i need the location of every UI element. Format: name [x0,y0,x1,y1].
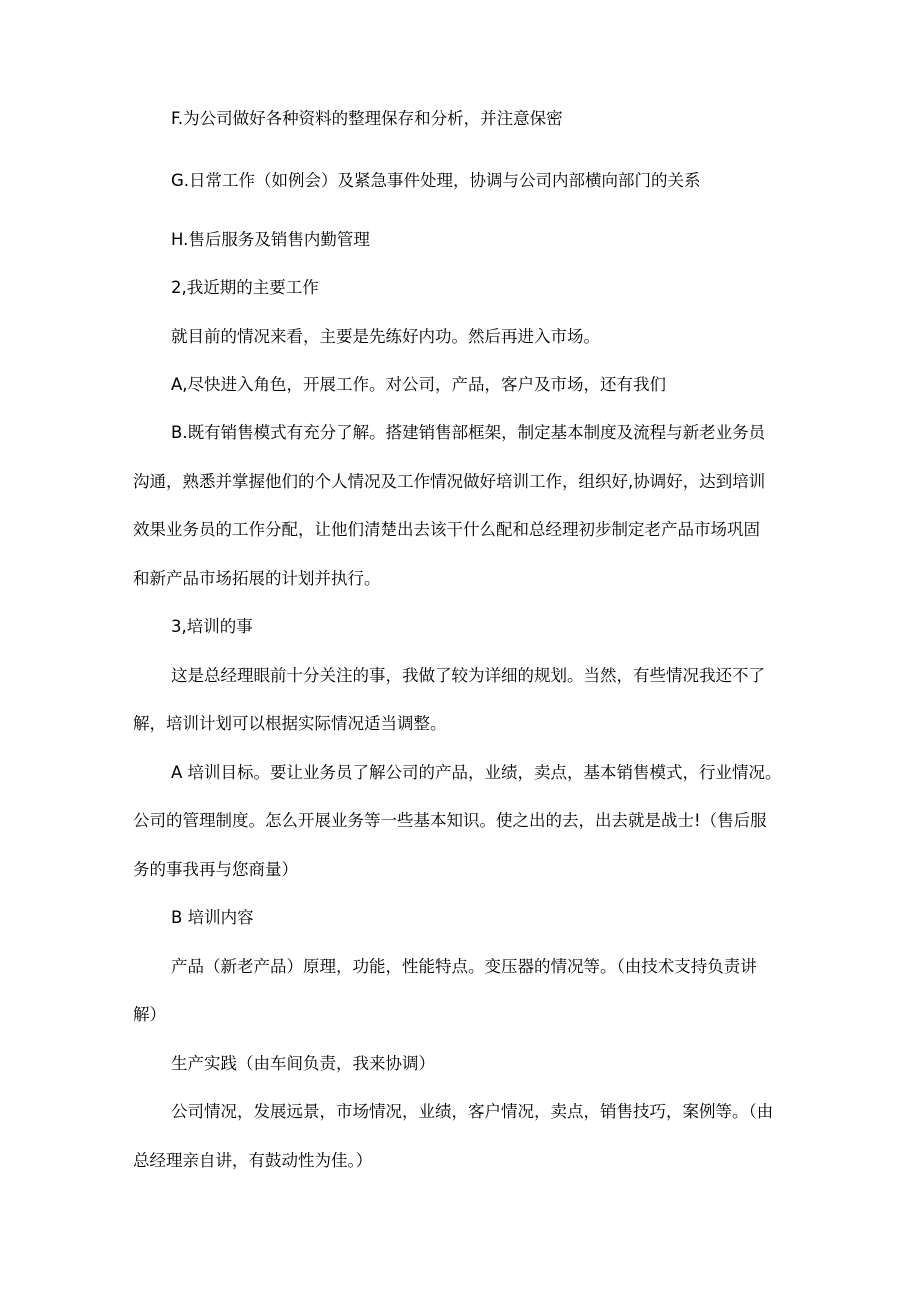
paragraph-line-a: A,尽快进入角色，开展工作。对公司，产品，客户及市场，还有我们 [171,375,667,394]
subheading-b-training-content: B 培训内容 [171,908,254,927]
paragraph-line: 和新产品市场拓展的计划并执行。 [133,569,381,588]
paragraph-line: 解） [133,1005,166,1024]
paragraph-line: 效果业务员的工作分配，让他们清楚出去该干什么配和总经理初步制定老产品市场巩固 [133,520,760,539]
paragraph-line: 公司的管理制度。怎么开展业务等一些基本知识。使之出的去，出去就是战士!（售后服 [133,811,767,830]
paragraph-line-a-training-goal: A 培训目标。要让业务员了解公司的产品，业绩，卖点，基本销售模式，行业情况。 [171,763,782,782]
paragraph-line-b: B.既有销售模式有充分了解。搭建销售部框架，制定基本制度及流程与新老业务员 [171,423,766,442]
paragraph-line: 总经理亲自讲，有鼓动性为佳。） [133,1151,373,1170]
paragraph-line: 就目前的情况来看，主要是先练好内功。然后再进入市场。 [171,327,600,346]
paragraph-line-g: G.日常工作（如例会）及紧急事件处理，协调与公司内部横向部门的关系 [171,171,701,190]
paragraph-line: 务的事我再与您商量） [133,860,298,879]
paragraph-line-h: H.售后服务及销售内勤管理 [171,230,370,249]
paragraph-line: 沟通，熟悉并掌握他们的个人情况及工作情况做好培训工作，组织好,协调好，达到培训 [133,472,766,491]
paragraph-line-f: F.为公司做好各种资料的整理保存和分析，并注意保密 [171,109,563,128]
paragraph-line: 公司情况，发展远景，市场情况，业绩，客户情况，卖点，销售技巧，案例等。（由 [171,1102,774,1121]
section-heading-2: 2,我近期的主要工作 [171,278,319,297]
paragraph-line: 产品（新老产品）原理，功能，性能特点。变压器的情况等。（由技术支持负责讲 [171,957,757,976]
paragraph-line: 生产实践（由车间负责，我来协调） [171,1054,435,1073]
section-heading-3: 3,培训的事 [171,617,253,636]
paragraph-line: 这是总经理眼前十分关注的事，我做了较为详细的规划。当然，有些情况我还不了 [171,666,765,685]
paragraph-line: 解，培训计划可以根据实际情况适当调整。 [133,714,447,733]
